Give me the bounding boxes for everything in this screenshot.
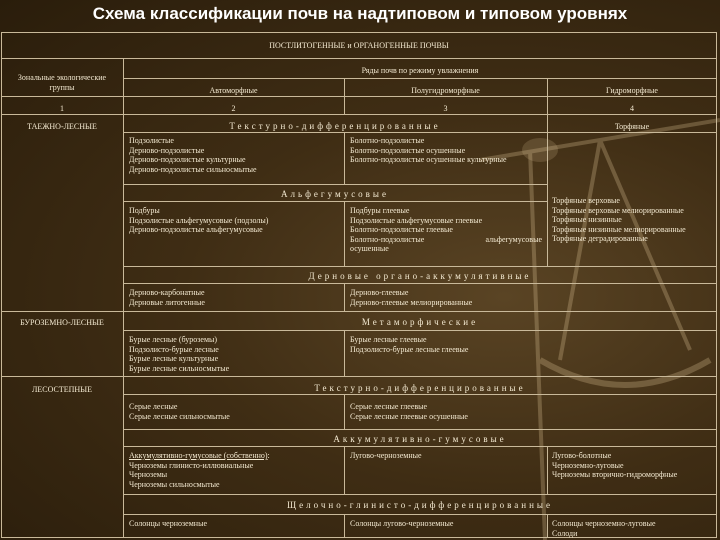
cell-accumulative-semi-hydromorphic: Лугово-черноземные xyxy=(350,451,422,460)
cell-accumulative-hydromorphic: Лугово-болотные Черноземно-луговые Черноземы вторично-гидроморфные xyxy=(552,451,678,479)
cell-forest-steppe-automorphic: Серые лесные Серые лесные сильносмытые xyxy=(129,402,230,421)
section-sod-organo-accumulative: Дерновые органо-аккумулятивные xyxy=(308,271,532,281)
column-number-3: 3 xyxy=(443,104,448,113)
section-texture-differentiated-2: Текстурно-дифференцированные xyxy=(314,383,526,393)
column-number-2: 2 xyxy=(231,104,236,113)
cell-alfehumus-semi-hydromorphic: Подбуры глеевые Подзолистые альфегумусовые глеевые Болотно-подзолистые глеевые Болотно-подзолистые альфегумусовые осушенные xyxy=(350,206,542,253)
cell-forest-steppe-semi-hydromorphic: Серые лесные глеевые Серые лесные глеевые осушенные xyxy=(350,402,468,421)
table-border-top xyxy=(1,32,717,33)
cell-peat-hydromorphic: Торфяные верховые Торфяные верховые мелиорированные Торфяные низинные Торфяные низинные мелиорированные Торфяные деградированные xyxy=(552,196,686,243)
column-hydromorphic: Гидроморфные xyxy=(606,86,658,95)
cell-alkaline-automorphic: Солонцы черноземные xyxy=(129,519,207,528)
column-semi-hydromorphic: Полугидроморфные xyxy=(411,86,480,95)
column-number-4: 4 xyxy=(630,104,634,113)
zone-taiga-forest: ТАЕЖНО-ЛЕСНЫЕ xyxy=(27,122,97,131)
cell-alkaline-semi-hydromorphic: Солонцы лугово-черноземные xyxy=(350,519,454,528)
column-number-1: 1 xyxy=(60,104,64,113)
section-metamorphic: Метаморфические xyxy=(361,317,479,327)
cell-metamorphic-semi-hydromorphic: Бурые лесные глеевые Подзолисто-бурые лесные глеевые xyxy=(350,335,469,354)
cell-sod-semi-hydromorphic: Дерново-глеевые Дерново-глеевые мелиорированные xyxy=(350,288,473,307)
zone-forest-steppe: ЛЕСОСТЕПНЫЕ xyxy=(31,385,93,394)
zone-burozem-forest: БУРОЗЕМНО-ЛЕСНЫЕ xyxy=(20,318,104,327)
cell-alkaline-hydromorphic: Солонцы черноземно-луговые Солоди xyxy=(552,519,656,538)
cell-taiga-semi-hydromorphic: Болотно-подзолистые Болотно-подзолистые осушенные Болотно-подзолистые осушенные культурные xyxy=(350,136,507,164)
column-automorphic: Автоморфные xyxy=(209,86,258,95)
page-title: Схема классификации почв на надтиповом и типовом уровнях xyxy=(92,4,628,23)
section-alfehumus: Альфегумусовые xyxy=(281,189,389,199)
section-alkaline-clay-differentiated: Щелочно-глинисто-дифференцированные xyxy=(287,500,553,510)
cell-metamorphic-automorphic: Бурые лесные (буроземы) Подзолисто-бурые лесные Бурые лесные культурные Бурые лесные сильносмытые xyxy=(129,335,230,373)
cell-alfehumus-automorphic: Подбуры Подзолистые альфегумусовые (подзолы) Дерново-подзолистые альфегумусовые xyxy=(129,206,269,234)
cell-taiga-automorphic: Подзолистые Дерново-подзолистые Дерново-подзолистые культурные Дерново-подзолистые сильносмытые xyxy=(129,136,257,174)
soil-classification-table xyxy=(1,32,717,538)
section-accumulative-humus: Аккумулятивно-гумусовые xyxy=(333,434,507,444)
cell-accumulative-automorphic: Аккумулятивно-гумусовые (собственно): Черноземы глинисто-иллювиальные Черноземы Черноземы сильносмытые xyxy=(129,451,270,489)
group-column-label: Зональные экологические группы xyxy=(17,73,107,92)
section-peat: Торфяные xyxy=(614,122,650,131)
table-header: ПОСТЛИТОГЕННЫЕ и ОРГАНОГЕННЫЕ ПОЧВЫ xyxy=(269,41,449,50)
cell-sod-automorphic: Дерново-карбонатные Дерновые литогенные xyxy=(129,288,205,307)
regime-label: Ряды почв по режиму увлажнения xyxy=(361,66,479,75)
section-texture-differentiated: Текстурно-дифференцированные xyxy=(229,121,441,131)
